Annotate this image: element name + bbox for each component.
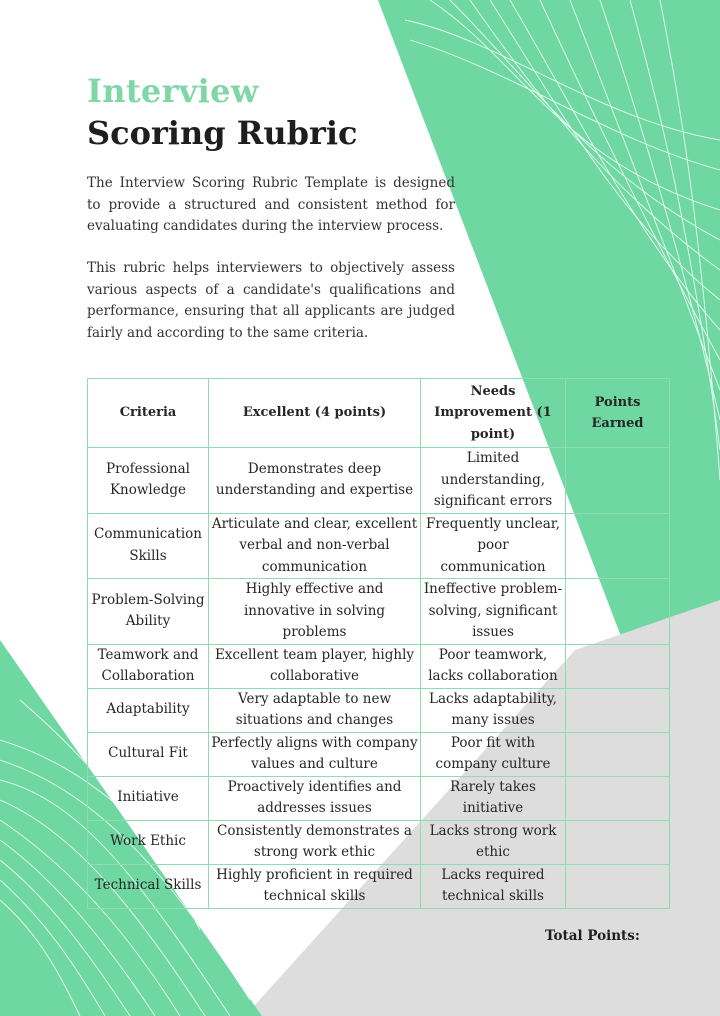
intro-paragraph-2: This rubric helps interviewers to objectively assess various aspects of a candidate's qualifications and performance, ensuring that all applicants are judged fairly and according to the same criteria. — [87, 260, 455, 341]
needs-improvement-cell: Poor fit with company culture — [421, 732, 566, 776]
criteria-cell: Work Ethic — [88, 820, 209, 864]
needs-improvement-cell: Frequently unclear, poor communication — [421, 513, 566, 579]
excellent-cell: Consistently demonstrates a strong work ethic — [209, 820, 421, 864]
table-header-row — [88, 379, 670, 448]
criteria-cell: Technical Skills — [88, 864, 209, 908]
rubric-table — [87, 378, 670, 909]
points-earned-cell[interactable] — [566, 776, 670, 820]
table-row — [88, 732, 670, 776]
table-row — [88, 820, 670, 864]
points-earned-cell[interactable] — [566, 448, 670, 514]
title-interview: Interview — [87, 72, 259, 110]
table-row — [88, 513, 670, 579]
needs-improvement-cell: Ineffective problem-solving, significant issues — [421, 579, 566, 645]
points-earned-cell[interactable] — [566, 644, 670, 688]
table-row — [88, 448, 670, 514]
needs-improvement-cell: Limited understanding, significant errors — [421, 448, 566, 514]
table-row — [88, 776, 670, 820]
points-earned-cell[interactable] — [566, 820, 670, 864]
criteria-cell: Problem-Solving Ability — [88, 579, 209, 645]
table-row — [88, 644, 670, 688]
excellent-cell: Perfectly aligns with company values and culture — [209, 732, 421, 776]
needs-improvement-cell: Lacks adaptability, many issues — [421, 688, 566, 732]
criteria-cell: Teamwork and Collaboration — [88, 644, 209, 688]
points-earned-cell[interactable] — [566, 732, 670, 776]
excellent-cell: Articulate and clear, excellent verbal and non-verbal communication — [209, 513, 421, 579]
points-earned-cell[interactable] — [566, 864, 670, 908]
header-needs-improvement: Needs Improvement (1 point) — [421, 379, 566, 448]
excellent-cell: Proactively identifies and addresses issues — [209, 776, 421, 820]
header-excellent: Excellent (4 points) — [209, 379, 421, 448]
excellent-cell: Highly effective and innovative in solving problems — [209, 579, 421, 645]
points-earned-cell[interactable] — [566, 579, 670, 645]
needs-improvement-cell: Poor teamwork, lacks collaboration — [421, 644, 566, 688]
table-row — [88, 688, 670, 732]
header-points-earned: Points Earned — [566, 379, 670, 448]
excellent-cell: Highly proficient in required technical skills — [209, 864, 421, 908]
points-earned-cell[interactable] — [566, 688, 670, 732]
total-points-label: Total Points: — [545, 928, 640, 944]
criteria-cell: Initiative — [88, 776, 209, 820]
header-criteria: Criteria — [88, 379, 209, 448]
needs-improvement-cell: Lacks strong work ethic — [421, 820, 566, 864]
excellent-cell: Demonstrates deep understanding and expertise — [209, 448, 421, 514]
criteria-cell: Adaptability — [88, 688, 209, 732]
excellent-cell: Excellent team player, highly collaborative — [209, 644, 421, 688]
needs-improvement-cell: Lacks required technical skills — [421, 864, 566, 908]
excellent-cell: Very adaptable to new situations and changes — [209, 688, 421, 732]
table-row — [88, 864, 670, 908]
criteria-cell: Professional Knowledge — [88, 448, 209, 514]
table-row — [88, 579, 670, 645]
title-scoring-rubric: Scoring Rubric — [87, 114, 358, 152]
criteria-cell: Communication Skills — [88, 513, 209, 579]
intro-paragraph-1: The Interview Scoring Rubric Template is designed to provide a structured and consistent method for evaluating candidates during the interview process. — [87, 175, 455, 234]
points-earned-cell[interactable] — [566, 513, 670, 579]
needs-improvement-cell: Rarely takes initiative — [421, 776, 566, 820]
criteria-cell: Cultural Fit — [88, 732, 209, 776]
